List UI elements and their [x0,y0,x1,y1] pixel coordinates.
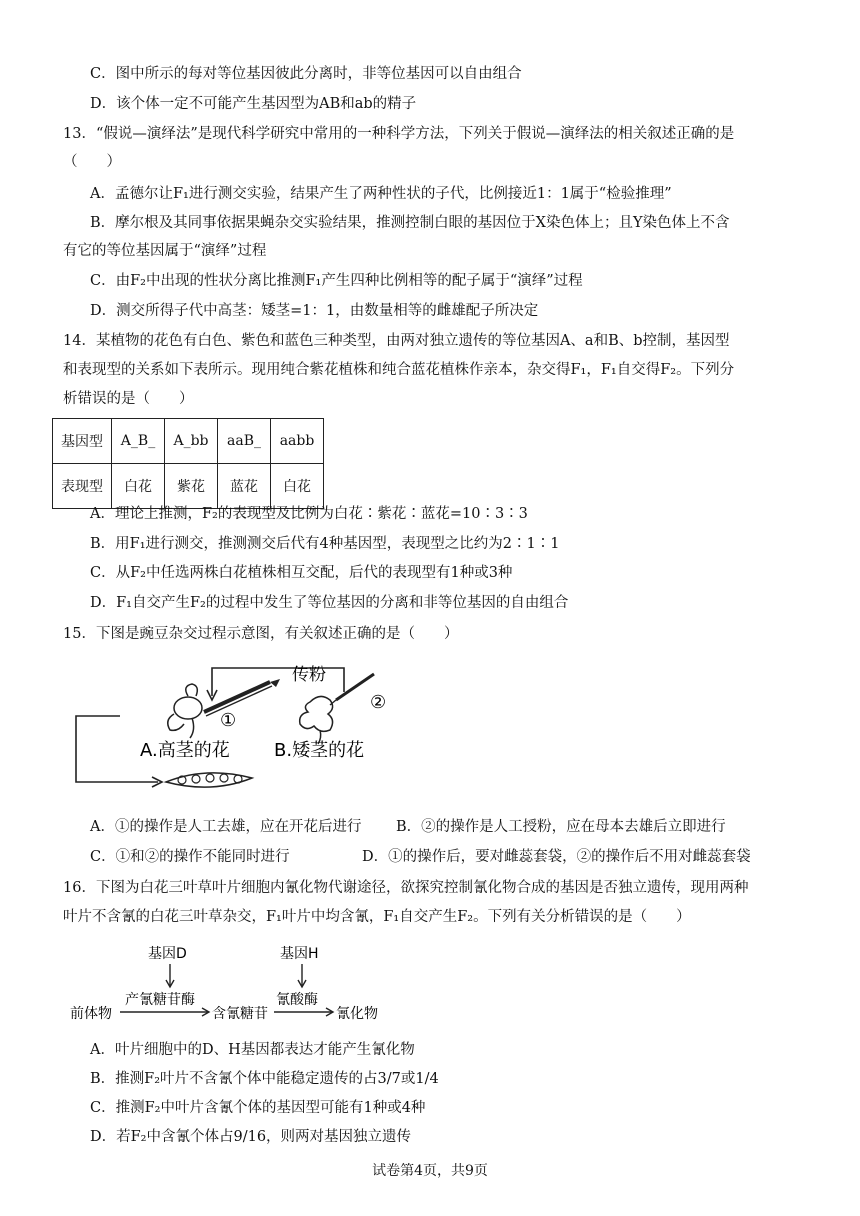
gene-d-label: 基因D [148,946,187,962]
product-label: 氰化物 [336,1006,378,1022]
genotype-phenotype-table [52,418,324,509]
table-cell: aabb [271,419,324,464]
q15-option-a: A．①的操作是人工去雄，应在开花后进行 [90,819,362,835]
q16-option-c: C．推测F₂中叶片含氰个体的基因型可能有1种或4种 [90,1100,426,1116]
q16-option-a: A．叶片细胞中的D、H基因都表达才能产生氰化物 [90,1042,415,1058]
q14-option-a: A．理论上推测，F₂的表现型及比例为白花∶紫花∶蓝花=10∶3∶3 [90,506,528,522]
intermediate-label: 含氰糖苷 [212,1006,268,1022]
step-2-marker: ② [370,692,387,713]
q15-stem: 15．下图是豌豆杂交过程示意图，有关叙述正确的是（ ） [63,626,459,642]
table-cell: 蓝花 [218,464,271,509]
table-cell: 白花 [112,464,165,509]
enzyme-2-label: 氰酸酶 [276,992,318,1008]
table-cell: 白花 [271,464,324,509]
q15-option-b: B．②的操作是人工授粉，应在母本去雄后立即进行 [396,819,726,835]
q14-option-b: B．用F₁进行测交，推测测交后代有4种基因型，表现型之比约为2∶1∶1 [90,536,560,552]
q16-stem-line2: 叶片不含氰的白花三叶草杂交，F₁叶片中均含氰，F₁自交产生F₂。下列有关分析错误的是（ ） [63,909,691,925]
pollination-label: 传粉 [292,665,326,685]
tweezers-icon [204,679,280,716]
table-cell: A_B_ [112,419,165,464]
q16-stem: 16．下图为白花三叶草叶片细胞内氰化物代谢途径，欲探究控制氰化物合成的基因是否独立遗传，现用两种 [63,880,749,896]
q13-stem: 13．“假说—演绎法”是现代科学研究中常用的一种科学方法，下列关于假说—演绎法的相关叙述正确的是 [63,126,735,142]
brush-icon [330,674,374,705]
q12-option-d: D．该个体一定不可能产生基因型为AB和ab的精子 [90,96,417,112]
gene-h-label: 基因H [280,946,319,962]
step-1-marker: ① [220,710,237,731]
pea-hybridization-figure [74,656,404,796]
short-flower-label: B.矮茎的花 [274,740,365,761]
q15-option-c: C．①和②的操作不能同时进行 [90,849,290,865]
table-row [53,419,324,464]
q16-option-b: B．推测F₂叶片不含氰个体中能稳定遗传的占3/7或1/4 [90,1071,439,1087]
q14-stem: 14．某植物的花色有白色、紫色和蓝色三种类型，由两对独立遗传的等位基因A、a和B、b控制，基因型 [63,333,730,349]
page-footer: 试卷第4页，共9页 [372,1163,488,1179]
table-cell: 基因型 [53,419,112,464]
q13-option-d: D．测交所得子代中高茎：矮茎=1：1，由数量相等的雌雄配子所决定 [90,303,539,319]
q12-option-c: C．图中所示的每对等位基因彼此分离时，非等位基因可以自由组合 [90,66,522,82]
q14-stem-line3: 析错误的是（ ） [63,391,194,407]
enzyme-1-label: 产氰糖苷酶 [125,992,195,1008]
pea-pod-icon [166,773,252,787]
table-row [53,464,324,509]
q13-stem-bracket: （ ） [63,154,121,170]
q13-option-c: C．由F₂中出现的性状分离比推测F₁产生四种比例相等的配子属于“演绎”过程 [90,273,583,289]
q15-option-d: D．①的操作后，要对雌蕊套袋，②的操作后不用对雌蕊套袋 [362,849,751,865]
table-cell: 紫花 [165,464,218,509]
q13-option-b: B．摩尔根及其同事依据果蝇杂交实验结果，推测控制白眼的基因位于X染色体上；且Y染色体上不含 [90,215,730,231]
cyanide-pathway-diagram [70,940,400,1040]
table-cell: 表现型 [53,464,112,509]
table-cell: A_bb [165,419,218,464]
q14-option-d: D．F₁自交产生F₂的过程中发生了等位基因的分离和非等位基因的自由组合 [90,595,569,611]
q14-stem-line2: 和表现型的关系如下表所示。现用纯合紫花植株和纯合蓝花植株作亲本，杂交得F₁，F₁自交得F₂。下列分 [63,362,735,378]
table-cell: aaB_ [218,419,271,464]
q14-option-c: C．从F₂中任选两株白花植株相互交配，后代的表现型有1种或3种 [90,565,513,581]
tall-flower-icon [168,684,202,738]
q16-option-d: D．若F₂中含氰个体占9/16，则两对基因独立遗传 [90,1129,412,1145]
q13-option-b-cont: 有它的等位基因属于“演绎”过程 [63,243,267,259]
precursor-label: 前体物 [70,1006,112,1022]
q13-option-a: A．孟德尔让F₁进行测交实验，结果产生了两种性状的子代，比例接近1：1属于“检验推理” [90,186,672,202]
tall-flower-label: A.高茎的花 [140,740,230,761]
short-flower-icon [300,696,333,744]
